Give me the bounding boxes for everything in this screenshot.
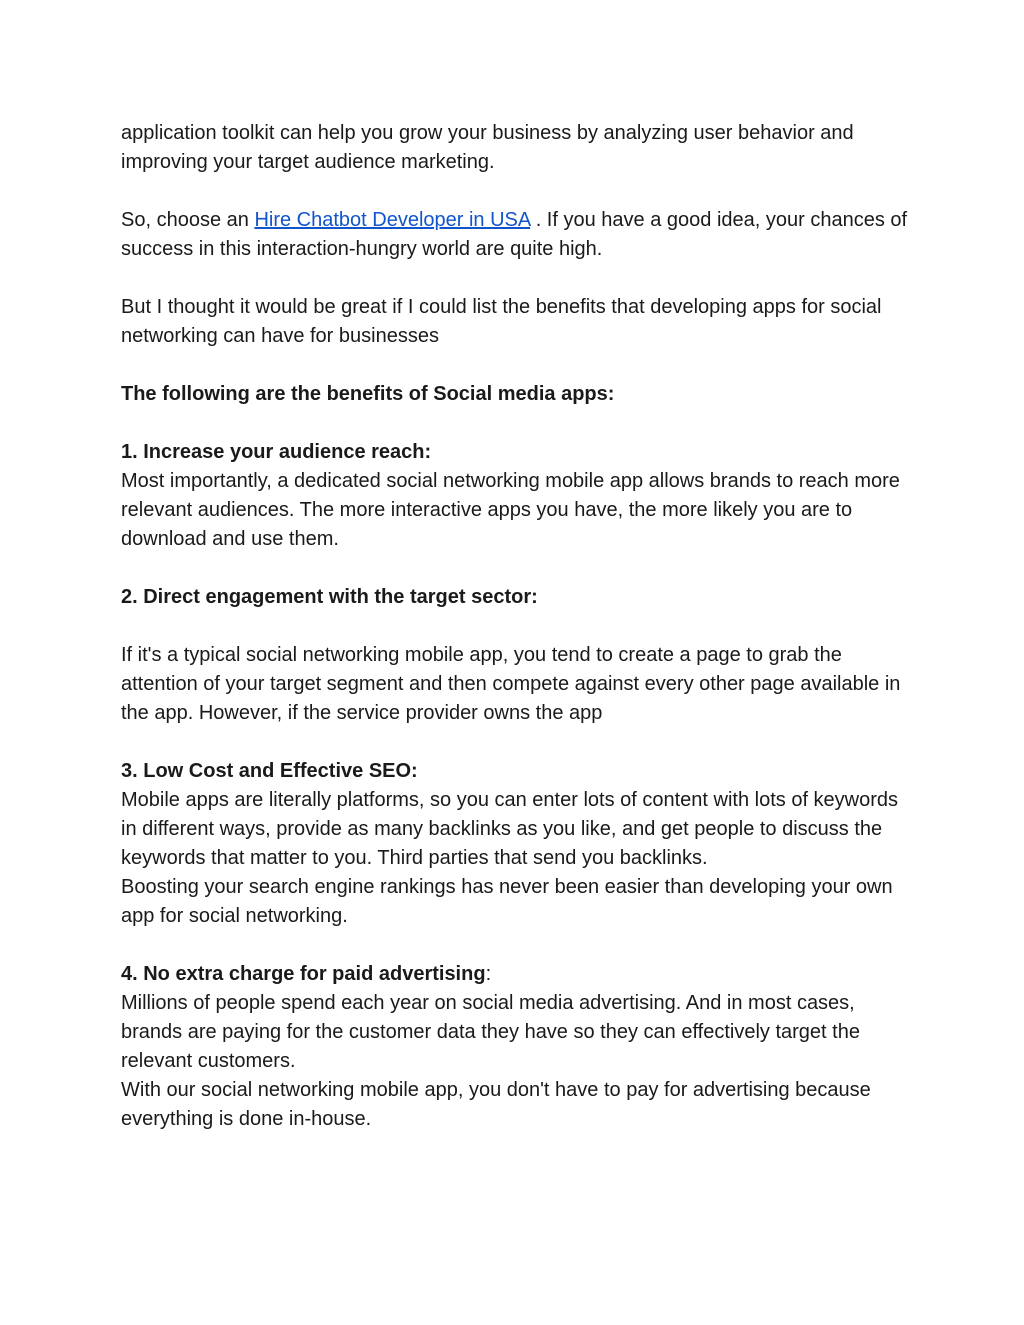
section-4-body-2: With our social networking mobile app, you don't have to pay for advertising because everything is done in-house. bbox=[121, 1079, 871, 1130]
section-3-body-2: Boosting your search engine rankings has never been easier than developing your own app for social networking. bbox=[121, 876, 893, 927]
section-4-body: Millions of people spend each year on social media advertising. And in most cases, brands are paying for the customer data they have so they can effectively target the relevant customers. bbox=[121, 992, 860, 1072]
section-4-heading bbox=[121, 960, 911, 989]
intro-paragraph-3: But I thought it would be great if I could list the benefits that developing apps for social networking can have for businesses bbox=[121, 296, 882, 347]
section-4-heading-text: 4. No extra charge for paid advertising bbox=[121, 963, 486, 985]
section-3-body: Mobile apps are literally platforms, so you can enter lots of content with lots of keywords in different ways, provide as many backlinks as you like, and get people to discuss the keywords that matter to you. Third parties that send you backlinks. bbox=[121, 789, 899, 869]
intro-paragraph-2 bbox=[121, 206, 911, 264]
section-3-heading: 3. Low Cost and Effective SEO: bbox=[121, 760, 418, 782]
section-1-body: Most importantly, a dedicated social networking mobile app allows brands to reach more relevant audiences. The more interactive apps you have, the more likely you are to download and use them. bbox=[121, 470, 900, 550]
hire-chatbot-developer-link[interactable]: Hire Chatbot Developer in USA bbox=[254, 209, 531, 231]
benefits-heading: The following are the benefits of Social media apps: bbox=[121, 383, 615, 405]
section-4-heading-colon: : bbox=[485, 963, 492, 985]
section-1-heading: 1. Increase your audience reach: bbox=[121, 441, 432, 463]
section-2-heading: 2. Direct engagement with the target sector: bbox=[121, 586, 538, 608]
intro-paragraph-2-lead: So, choose an bbox=[121, 209, 255, 231]
document-page bbox=[121, 119, 911, 1134]
intro-paragraph-1: application toolkit can help you grow your business by analyzing user behavior and improving your target audience marketing. bbox=[121, 122, 854, 173]
intro-paragraph-2-tail: . If you have a good idea, your chances of success in this interaction-hungry world are quite high. bbox=[121, 209, 908, 260]
section-2-body: If it's a typical social networking mobile app, you tend to create a page to grab the attention of your target segment and then compete against every other page available in the app. However, if the service provider owns the app bbox=[121, 644, 901, 724]
